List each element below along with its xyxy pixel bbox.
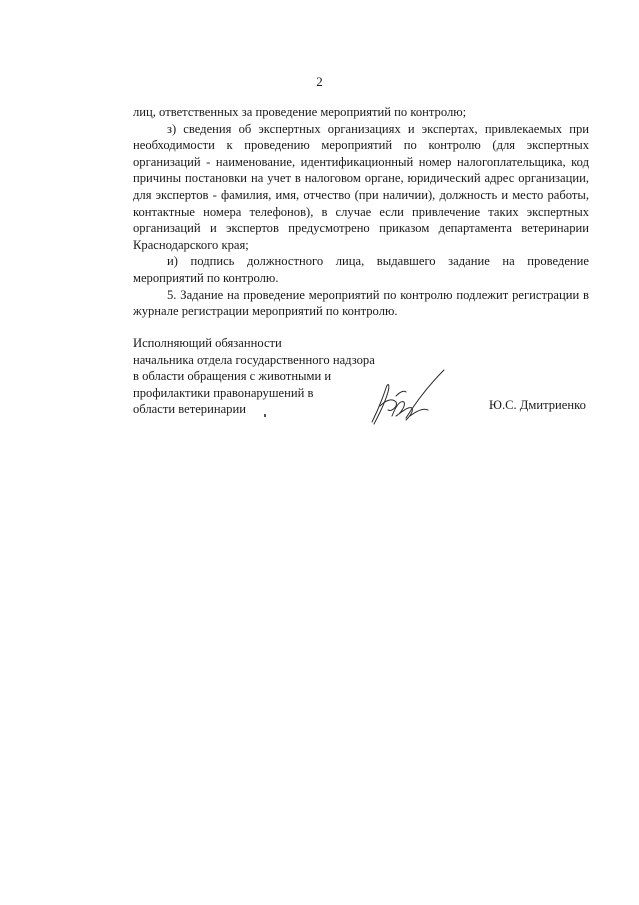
position-line: Исполняющий обязанности [133,336,282,350]
paragraph-item-i: и) подпись должностного лица, выдавшего задание на проведение мероприятий по контролю. [133,254,589,285]
position-line: профилактики правонарушений в [133,385,314,400]
page-number: 2 [316,74,323,89]
position-line: области ветеринарии [133,402,246,417]
position-line: в области обращения с животными и [133,369,332,384]
paragraph-item-z: з) сведения об экспертных организациях и экспертах, привлекаемых при необходимости к проведению мероприятий по контролю (для экспертных организаций - наименование, идентификационный номер налогоплательщика, код причины постановки на учет в налоговом органе, юридический адрес организации, для экспертов - фамилия, имя, отчество (при наличии), должность и место работы, контактные номера телефонов), в случае если привлечение таких экспертных организаций и экспертов предусмотрено приказом департамента ветеринарии Краснодарского края; [133,121,589,252]
scan-artifact [264,414,266,417]
signer-name: Ю.С. Дмитриенко [489,398,586,412]
paragraph-continuation: лиц, ответственных за проведение мероприятий по контролю; [133,105,467,119]
paragraph-item-5: 5. Задание на проведение мероприятий по контролю подлежит регистрации в журнале регистрации мероприятий по контролю. [133,287,589,319]
document-body [133,104,589,320]
position-line: начальника отдела государственного надзора [133,352,375,367]
handwritten-signature-icon [366,366,450,428]
